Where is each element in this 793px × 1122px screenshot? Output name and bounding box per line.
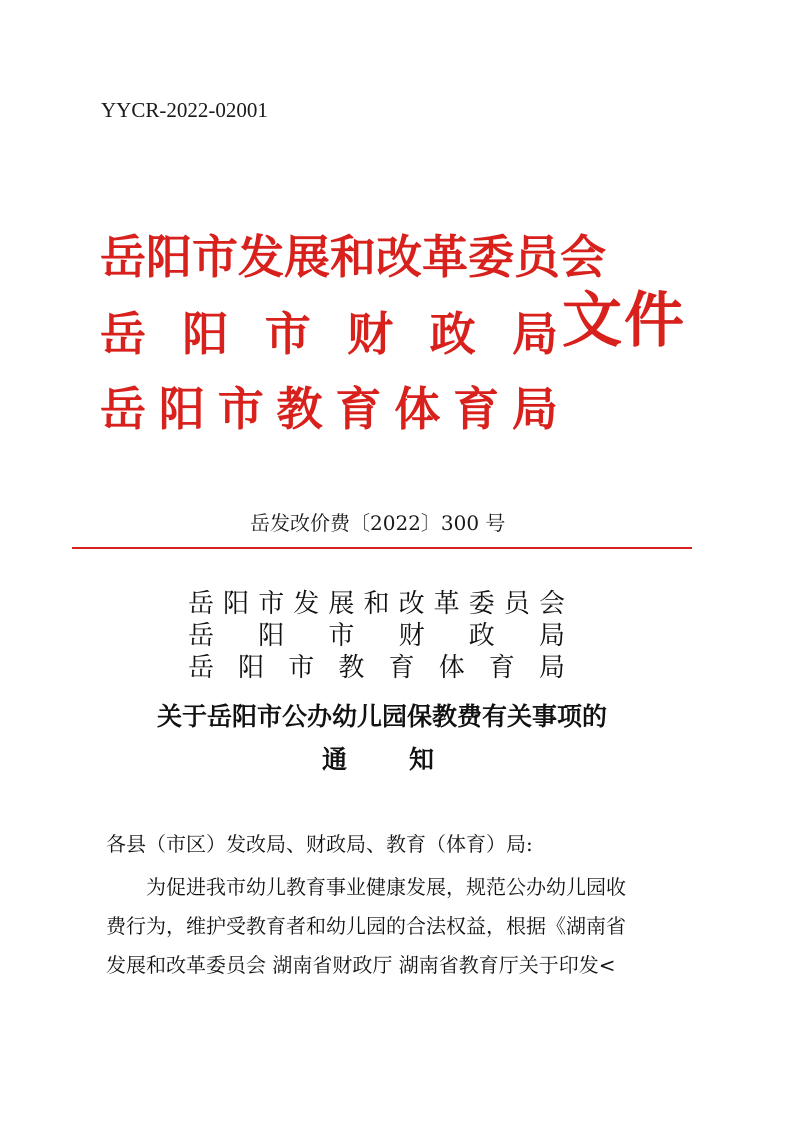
body-line: 费行为，维护受教育者和幼儿园的合法权益，根据《湖南省 xyxy=(106,914,626,938)
header-agency-line-education-sports: 岳 阳 市 教 育 体 育 局 xyxy=(100,382,558,436)
body-paragraph xyxy=(106,868,666,985)
notice-title-line-2: 通 知 xyxy=(322,745,434,774)
header-agency-line-finance: 岳 阳 市 财 政 局 xyxy=(100,307,558,361)
header-wenjian-label: 文件 xyxy=(562,286,686,356)
issuer-line-finance: 岳 阳 市 财 政 局 xyxy=(188,621,565,651)
issuer-line-development-reform: 岳 阳 市 发 展 和 改 革 委 员 会 xyxy=(188,589,565,619)
document-code: YYCR-2022-02001 xyxy=(101,98,268,122)
notice-title-line-1: 关于岳阳市公办幼儿园保教费有关事项的 xyxy=(156,702,607,731)
header-agency-line-development-reform: 岳 阳 市 发 展 和 改 革 委 员 会 xyxy=(100,230,606,284)
document-number: 岳发改价费〔2022〕300 号 xyxy=(250,511,506,535)
salutation: 各县（市区）发改局、财政局、教育（体育）局: xyxy=(106,832,533,856)
body-line: 发展和改革委员会 湖南省财政厅 湖南省教育厅关于印发< xyxy=(106,953,616,977)
issuer-line-education-sports: 岳 阳 市 教 育 体 育 局 xyxy=(188,653,565,683)
body-line: 为促进我市幼儿教育事业健康发展，规范公办幼儿园收 xyxy=(146,875,626,899)
red-divider-line xyxy=(72,547,692,549)
